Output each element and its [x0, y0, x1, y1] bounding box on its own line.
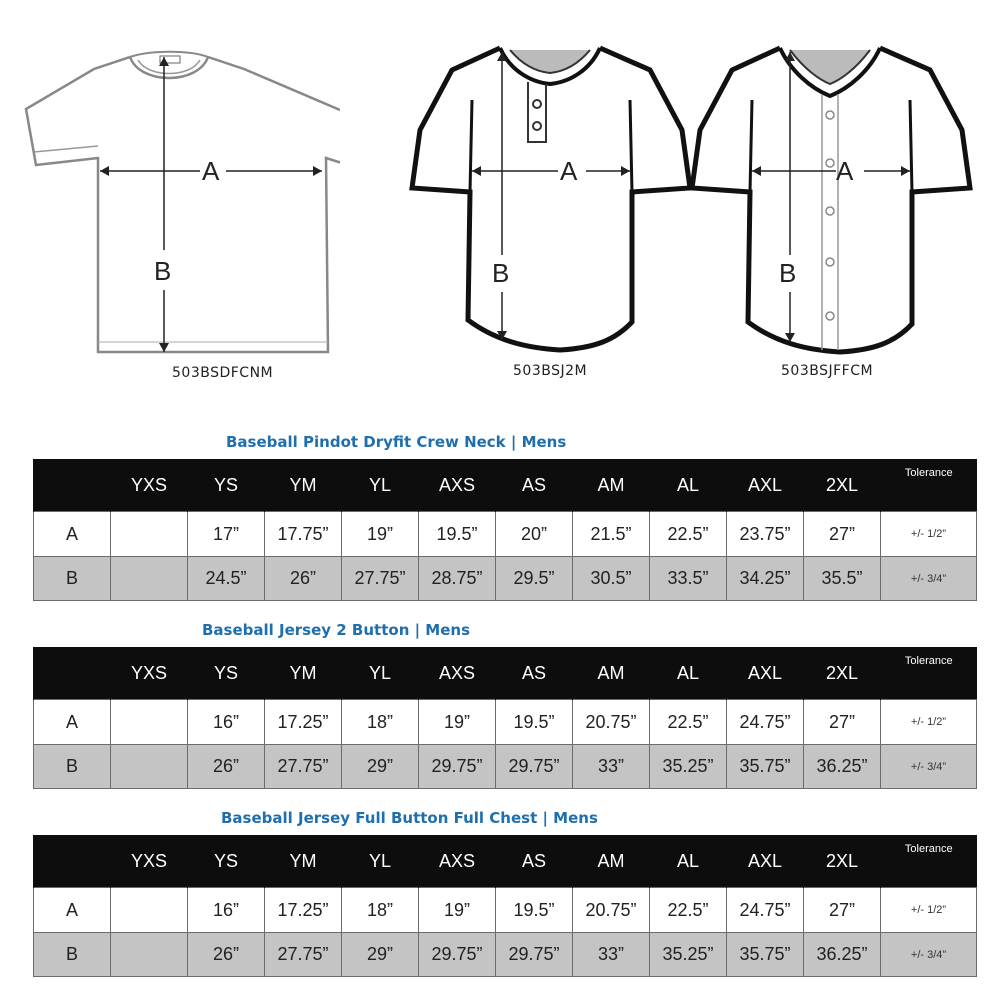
table-row: [34, 512, 977, 557]
table-cell: 20”: [496, 512, 573, 557]
table-title: Baseball Jersey Full Button Full Chest | Mens: [221, 809, 598, 827]
table-cell: 29.5”: [496, 557, 573, 601]
table-cell: 21.5”: [573, 512, 650, 557]
table-cell: 22.5”: [650, 512, 727, 557]
table-cell: 19.5”: [496, 888, 573, 933]
header-cell: YXS: [111, 647, 188, 700]
table-cell: 19.5”: [496, 700, 573, 745]
header-cell: 2XL: [804, 647, 881, 700]
header-cell: AM: [573, 647, 650, 700]
header-cell: 2XL: [804, 459, 881, 512]
header-cell: YXS: [111, 835, 188, 888]
table-header-row: [34, 459, 977, 512]
table-cell: 30.5”: [573, 557, 650, 601]
table-cell: 19.5”: [419, 512, 496, 557]
header-cell: [34, 647, 111, 700]
tolerance-cell: +/- 1/2”: [881, 888, 977, 933]
header-cell: AM: [573, 459, 650, 512]
table-cell: 29”: [342, 933, 419, 977]
table-cell: 24.75”: [727, 888, 804, 933]
header-cell: YS: [188, 459, 265, 512]
header-cell: YL: [342, 459, 419, 512]
full-button-jersey-diagram: [680, 0, 980, 390]
header-cell: [34, 459, 111, 512]
table-cell: 19”: [419, 888, 496, 933]
table-cell: 17.75”: [265, 512, 342, 557]
header-cell: AL: [650, 647, 727, 700]
table-cell: 17.25”: [265, 700, 342, 745]
header-cell: AL: [650, 459, 727, 512]
model-code: 503BSJ2M: [513, 363, 588, 379]
table-title: Baseball Jersey 2 Button | Mens: [202, 621, 471, 639]
table-cell: [111, 745, 188, 789]
header-cell-tolerance: Tolerance: [881, 835, 977, 888]
table-row: [34, 933, 977, 977]
table-cell: [111, 933, 188, 977]
full-button-jersey-icon: [680, 0, 980, 360]
table-cell: 27.75”: [265, 933, 342, 977]
table-cell: 20.75”: [573, 888, 650, 933]
table-cell: 27”: [804, 700, 881, 745]
table-cell: 23.75”: [727, 512, 804, 557]
table-cell: 18”: [342, 888, 419, 933]
table-row: [34, 557, 977, 601]
table-cell: 35.75”: [727, 933, 804, 977]
table-cell: [111, 888, 188, 933]
header-cell: AL: [650, 835, 727, 888]
header-cell: YM: [265, 459, 342, 512]
table-cell: 33”: [573, 933, 650, 977]
model-code: 503BSJFFCM: [781, 363, 874, 379]
table-cell: 29.75”: [419, 745, 496, 789]
table-header-row: [34, 647, 977, 700]
table-cell: 28.75”: [419, 557, 496, 601]
size-chart-2-button: [33, 618, 976, 783]
table-cell: 19”: [419, 700, 496, 745]
table-cell: 22.5”: [650, 888, 727, 933]
tolerance-cell: +/- 1/2”: [881, 700, 977, 745]
table-cell: 29”: [342, 745, 419, 789]
table-cell: 16”: [188, 700, 265, 745]
header-cell: 2XL: [804, 835, 881, 888]
table-cell: 33”: [573, 745, 650, 789]
table-row: [34, 888, 977, 933]
table-title: Baseball Pindot Dryfit Crew Neck | Mens: [226, 433, 567, 451]
model-code: 503BSDFCNM: [172, 365, 274, 381]
table-cell: 27”: [804, 512, 881, 557]
header-cell: AXL: [727, 835, 804, 888]
table-cell: 35.75”: [727, 745, 804, 789]
table-cell: 20.75”: [573, 700, 650, 745]
header-cell: AXS: [419, 459, 496, 512]
table-cell: 16”: [188, 888, 265, 933]
table-cell: 29.75”: [419, 933, 496, 977]
table-cell: 24.5”: [188, 557, 265, 601]
dimension-b-label: B: [154, 256, 172, 286]
header-cell: AS: [496, 647, 573, 700]
header-cell: AXS: [419, 647, 496, 700]
table-cell: 26”: [265, 557, 342, 601]
table-cell: 26”: [188, 745, 265, 789]
header-cell: AS: [496, 835, 573, 888]
two-button-jersey-diagram: [400, 0, 700, 380]
header-cell: AXL: [727, 647, 804, 700]
table-row: [34, 700, 977, 745]
header-cell: AXL: [727, 459, 804, 512]
table-cell: 27.75”: [342, 557, 419, 601]
header-cell: YL: [342, 835, 419, 888]
header-cell: AS: [496, 459, 573, 512]
table-cell: [111, 700, 188, 745]
table-cell: 33.5”: [650, 557, 727, 601]
table-header-row: [34, 835, 977, 888]
size-chart-crew-neck: [33, 430, 976, 595]
table-cell: 35.25”: [650, 745, 727, 789]
table-cell: 22.5”: [650, 700, 727, 745]
table-cell: [111, 557, 188, 601]
dimension-b-label: B: [492, 258, 510, 288]
tolerance-cell: +/- 3/4”: [881, 557, 977, 601]
table-cell: 29.75”: [496, 745, 573, 789]
row-label: A: [34, 512, 111, 557]
header-cell-tolerance: Tolerance: [881, 647, 977, 700]
size-table: [33, 835, 977, 977]
tolerance-cell: +/- 1/2”: [881, 512, 977, 557]
row-label: A: [34, 700, 111, 745]
header-cell: YS: [188, 835, 265, 888]
header-cell: YM: [265, 647, 342, 700]
table-cell: 26”: [188, 933, 265, 977]
table-cell: 35.5”: [804, 557, 881, 601]
table-row: [34, 745, 977, 789]
table-cell: 17”: [188, 512, 265, 557]
header-cell: YS: [188, 647, 265, 700]
dimension-a-label: A: [560, 156, 578, 186]
header-cell: YM: [265, 835, 342, 888]
table-cell: 36.25”: [804, 933, 881, 977]
crew-neck-shirt-icon: [0, 0, 340, 360]
crew-neck-shirt-diagram: [0, 0, 340, 400]
table-cell: 24.75”: [727, 700, 804, 745]
size-table: [33, 459, 977, 601]
size-table: [33, 647, 977, 789]
dimension-b-label: B: [779, 258, 797, 288]
table-cell: 27”: [804, 888, 881, 933]
row-label: B: [34, 557, 111, 601]
two-button-jersey-icon: [400, 0, 700, 360]
row-label: B: [34, 933, 111, 977]
header-cell: [34, 835, 111, 888]
header-cell: YL: [342, 647, 419, 700]
table-cell: 35.25”: [650, 933, 727, 977]
tolerance-cell: +/- 3/4”: [881, 933, 977, 977]
header-cell: AXS: [419, 835, 496, 888]
table-cell: 29.75”: [496, 933, 573, 977]
header-cell: YXS: [111, 459, 188, 512]
row-label: A: [34, 888, 111, 933]
table-cell: [111, 512, 188, 557]
table-cell: 19”: [342, 512, 419, 557]
table-cell: 36.25”: [804, 745, 881, 789]
dimension-a-label: A: [836, 156, 854, 186]
header-cell: AM: [573, 835, 650, 888]
table-cell: 18”: [342, 700, 419, 745]
dimension-a-label: A: [202, 156, 220, 186]
table-cell: 17.25”: [265, 888, 342, 933]
header-cell-tolerance: Tolerance: [881, 459, 977, 512]
row-label: B: [34, 745, 111, 789]
size-chart-full-button: [33, 806, 976, 971]
tolerance-cell: +/- 3/4”: [881, 745, 977, 789]
table-cell: 34.25”: [727, 557, 804, 601]
table-cell: 27.75”: [265, 745, 342, 789]
